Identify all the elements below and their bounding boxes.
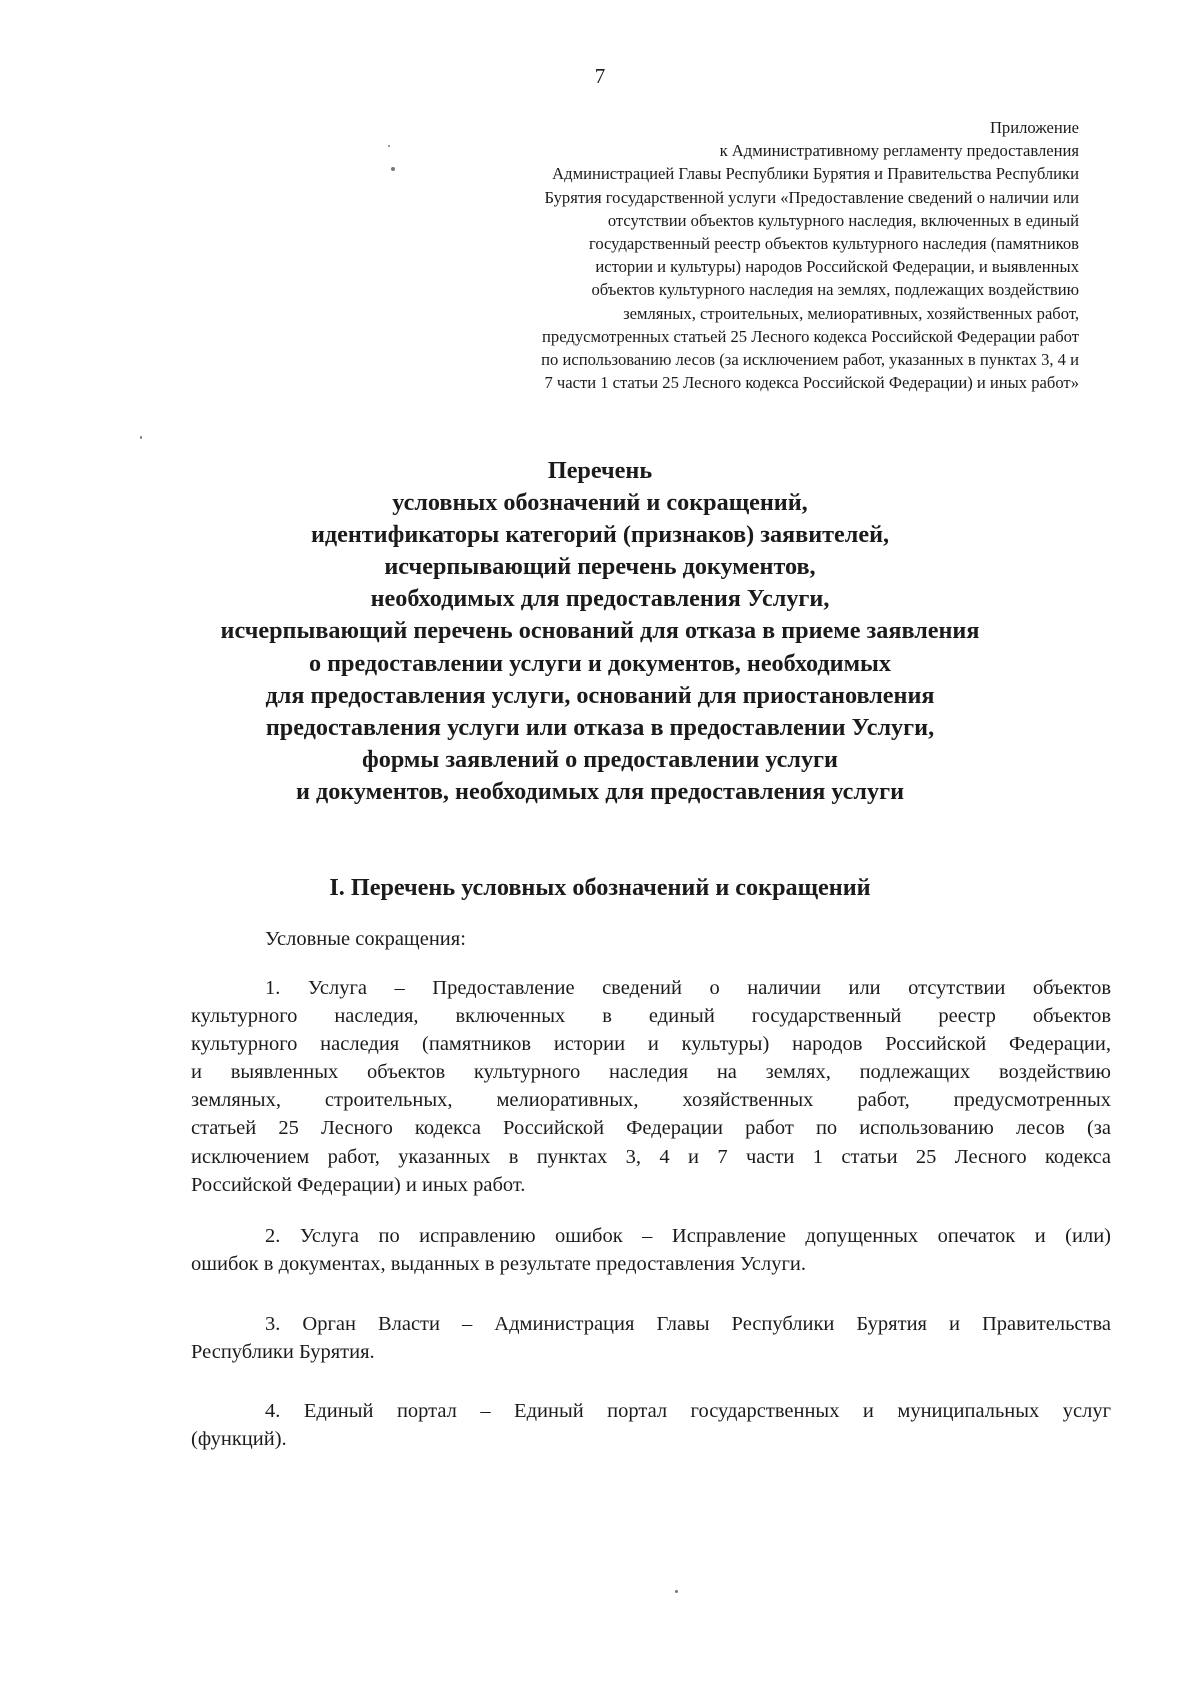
scan-speck [675,1590,678,1593]
abbreviation-item-1 [191,974,1111,1199]
appendix-line: предусмотренных статьей 25 Лесного кодекса Российской Федерации работ [542,326,1079,346]
appendix-note [429,116,1079,394]
appendix-line: 7 части 1 статьи 25 Лесного кодекса Российской Федерации) и иных работ» [544,373,1079,393]
page-number: 7 [594,64,606,88]
title-line: и документов, необходимых для предоставления услуги [295,777,904,805]
title-line: условных обозначений и сокращений, [392,489,808,517]
paragraph-line: Республики Бурятия. [191,1341,375,1364]
appendix-line: государственный реестр объектов культурного наследия (памятников [588,234,1079,254]
scan-speck [388,145,390,147]
paragraph-line: Российской Федерации) и иных работ. [191,1173,526,1196]
title-line: предоставления услуги или отказа в предоставлении Услуги, [265,713,935,741]
appendix-line: Администрацией Главы Республики Бурятия и Правительства Республики [552,164,1079,184]
appendix-line: Приложение [989,118,1079,137]
paragraph-line: земляных, строительных, мелиоративных, хозяйственных работ, предусмотренных [191,1089,1111,1112]
paragraph-line: 3. Орган Власти – Администрация Главы Республики Бурятия и Правительства [265,1313,1111,1335]
appendix-line: истории и культуры) народов Российской Федерации, и выявленных [595,257,1079,277]
paragraph-line: (функций). [191,1428,287,1451]
section-heading: I. Перечень условных обозначений и сокращений [329,874,871,901]
appendix-line: земляных, строительных, мелиоративных, хозяйственных работ, [623,303,1079,323]
document-title [0,455,1200,808]
paragraph-line: ошибок в документах, выданных в результате предоставления Услуги. [191,1253,807,1276]
paragraph-line: культурного наследия (памятников истории и культуры) народов Российской Федерации, [191,1033,1111,1056]
paragraph-line: статьей 25 Лесного кодекса Российской Федерации работ по использованию лесов (за [191,1117,1111,1140]
paragraph-line: 4. Единый портал – Единый портал государственных и муниципальных услуг [265,1400,1111,1422]
paragraph-line: и выявленных объектов культурного наследия на землях, подлежащих воздействию [191,1061,1111,1084]
title-line: для предоставления услуги, оснований для приостановления [265,681,935,709]
paragraph-line: исключением работ, указанных в пунктах 3, 4 и 7 части 1 статьи 25 Лесного кодекса [191,1145,1111,1168]
appendix-line: отсутствии объектов культурного наследия, включенных в единый [607,210,1079,230]
scan-speck [140,436,142,439]
abbreviations-label: Условные сокращения: [265,928,466,950]
title-line: формы заявлений о предоставлении услуги [362,745,838,773]
title-line: Перечень [547,457,653,484]
title-line: исчерпывающий перечень документов, [384,553,816,581]
abbreviation-item-4 [191,1397,1111,1453]
appendix-line: Бурятия государственной услуги «Предоставление сведений о наличии или [544,187,1079,207]
abbreviation-item-3 [191,1310,1111,1366]
appendix-line: к Административному регламенту предоставления [719,141,1079,161]
appendix-line: по использованию лесов (за исключением работ, указанных в пунктах 3, 4 и [541,350,1079,370]
title-line: исчерпывающий перечень оснований для отказа в приеме заявления [220,617,980,645]
paragraph-line: культурного наследия, включенных в единый государственный реестр объектов [191,1005,1111,1028]
abbreviation-item-2 [191,1222,1111,1278]
paragraph-line: 1. Услуга – Предоставление сведений о наличии или отсутствии объектов [265,977,1111,999]
title-line: о предоставлении услуги и документов, необходимых [308,649,892,677]
title-line: необходимых для предоставления Услуги, [370,585,830,613]
scan-speck [391,167,395,171]
title-line: идентификаторы категорий (признаков) заявителей, [310,521,890,549]
paragraph-line: 2. Услуга по исправлению ошибок – Исправление допущенных опечаток и (или) [265,1225,1111,1247]
appendix-line: объектов культурного наследия на землях, подлежащих воздействию [591,280,1079,300]
